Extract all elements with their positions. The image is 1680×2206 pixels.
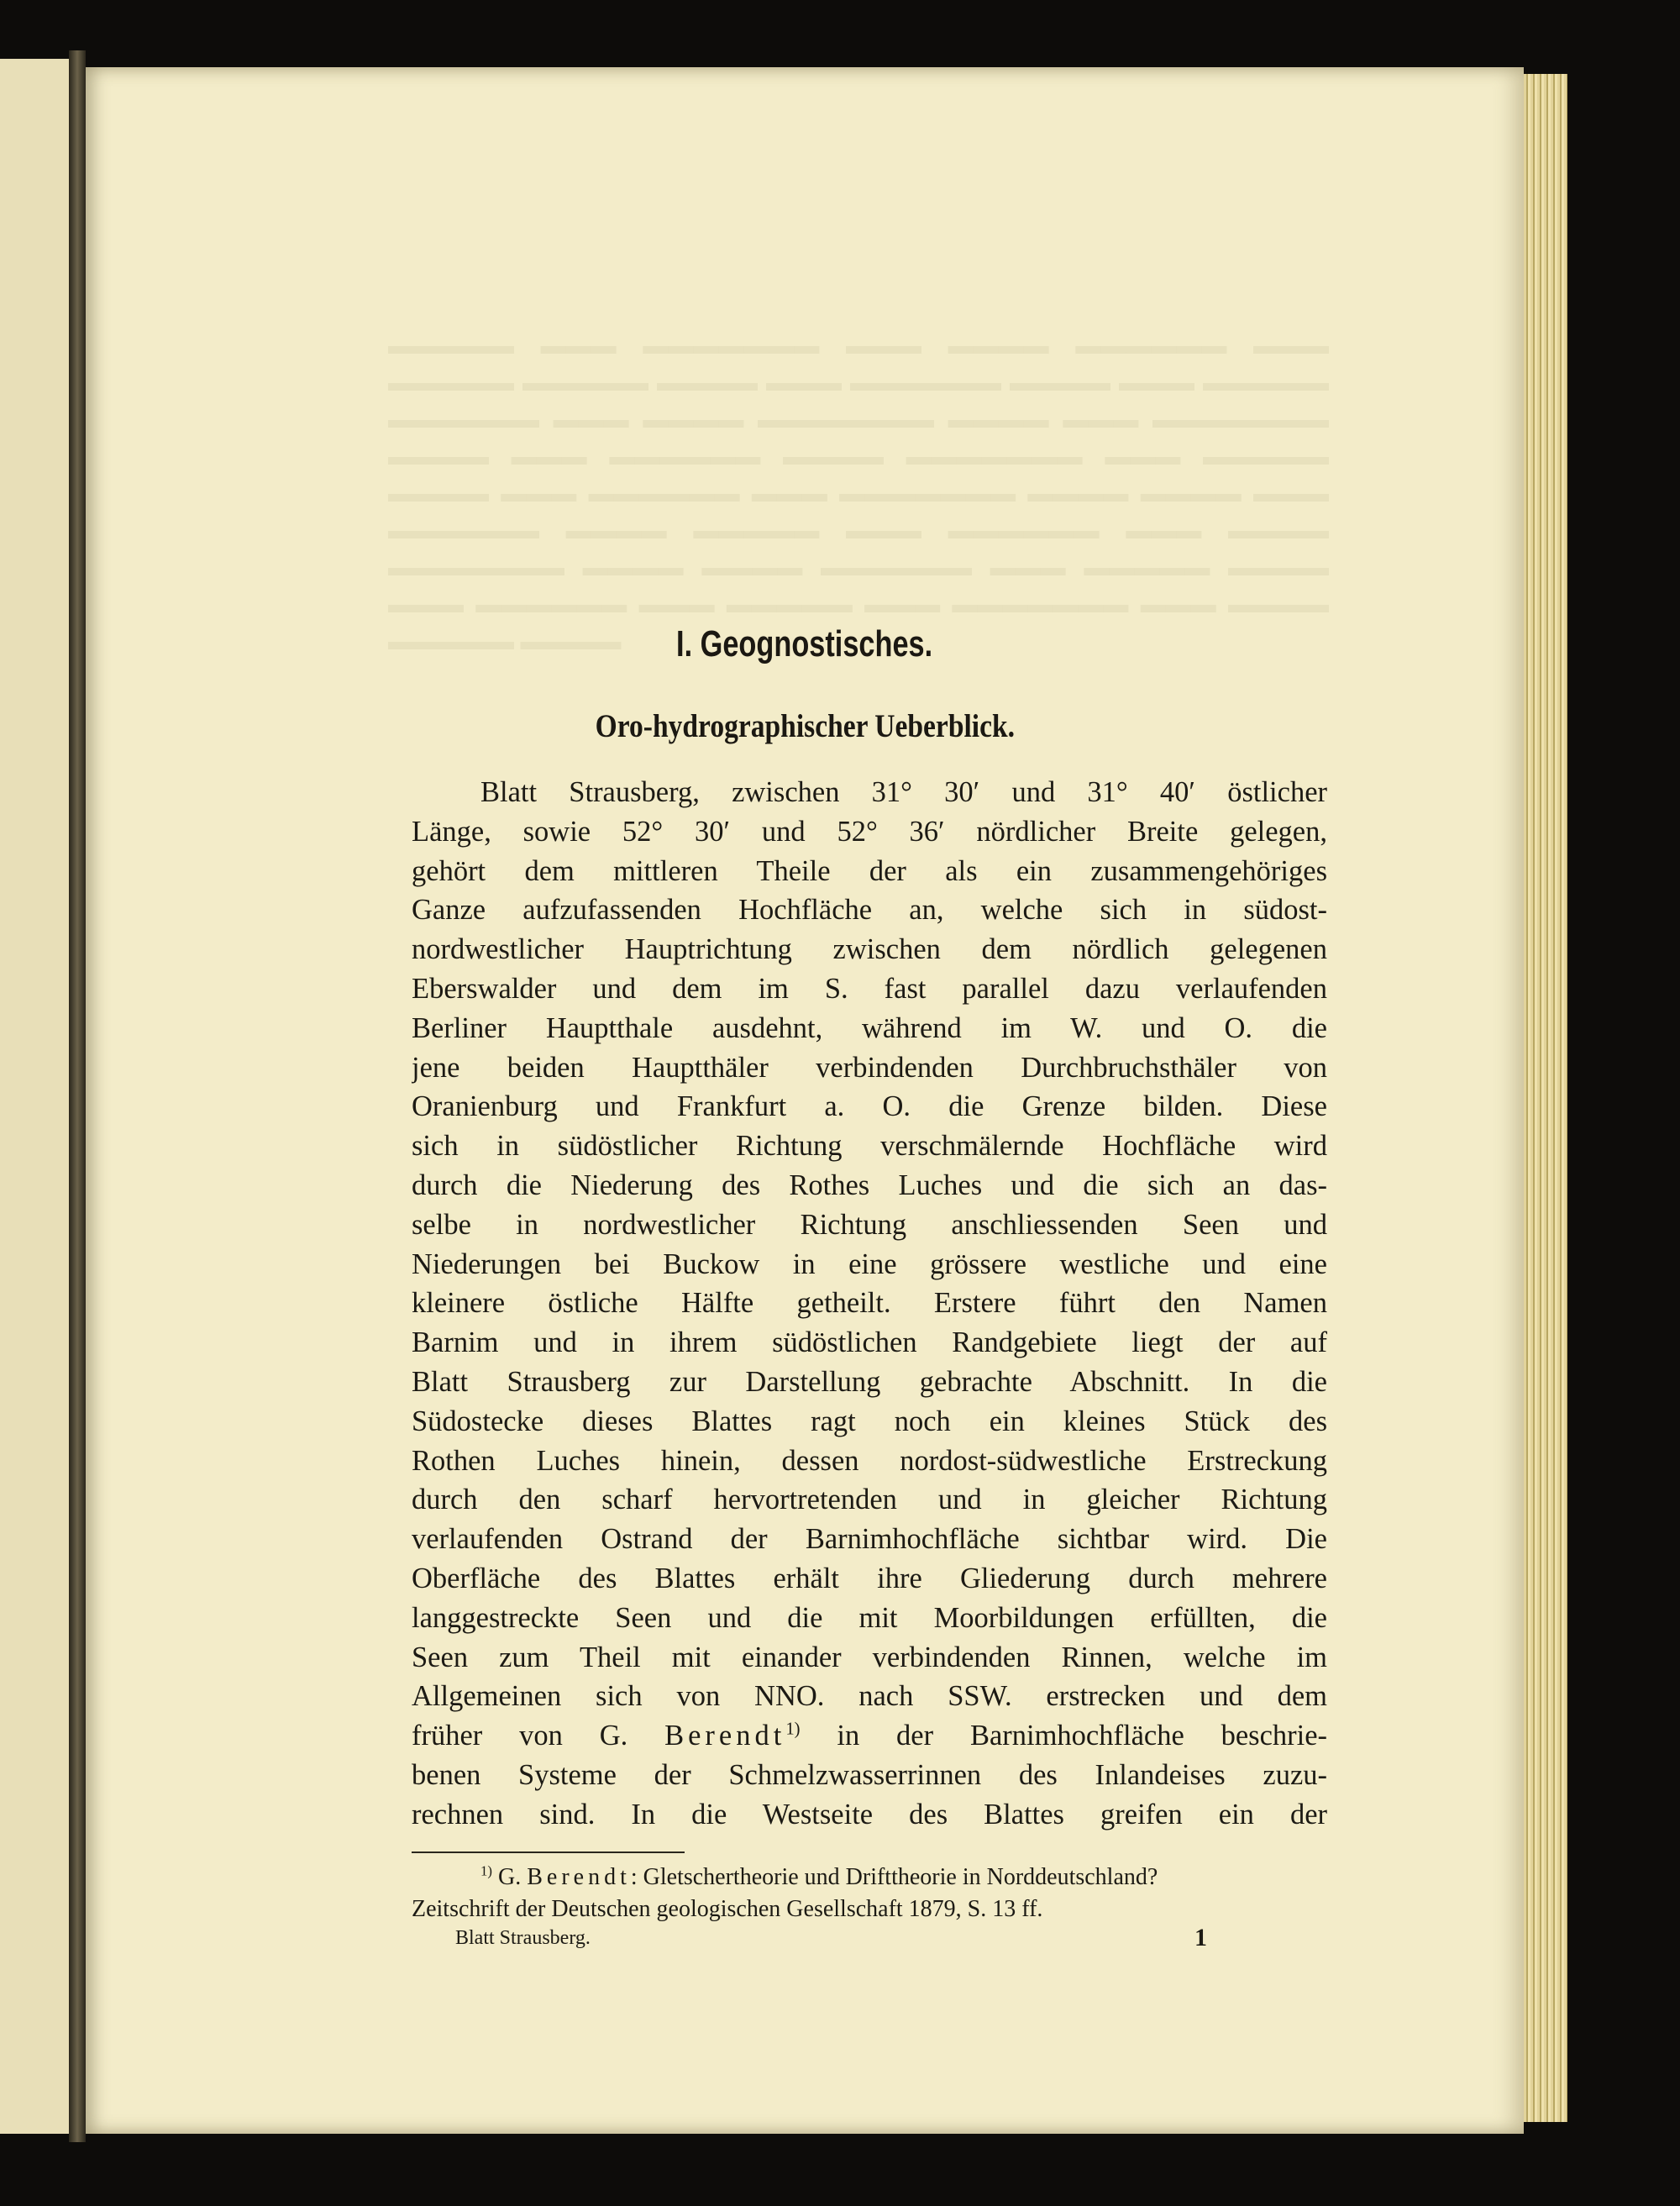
text-line: selbe in nordwestlicher Richtung anschliessenden Seen und xyxy=(412,1208,1327,1241)
text-line: Südostecke dieses Blattes ragt noch ein kleines Stück des xyxy=(412,1405,1327,1437)
text-line: Oberfläche des Blattes erhält ihre Gliederung durch mehrere xyxy=(412,1562,1327,1594)
footnote-citation: Zeitschrift der Deutschen geologischen Gesellschaft 1879, S. 13 ff. xyxy=(412,1896,1043,1922)
subsection-heading-text: Oro-hydrographischer Ueberblick. xyxy=(595,708,1015,744)
text-line: verlaufenden Ostrand der Barnimhochfläche sichtbar wird. Die xyxy=(412,1523,1327,1556)
text-line: Oranienburg und Frankfurt a. O. die Grenze bilden. Diese xyxy=(412,1090,1327,1123)
footnote-line-1: $^{1)}$ G. Berendt: Gletschertheorie und Drifttheorie in Norddeutschland? xyxy=(480,1862,1158,1890)
text-line: jene beiden Hauptthäler verbindenden Durchbruchsthäler von xyxy=(412,1051,1327,1084)
text-line: Eberswalder und dem im S. fast parallel dazu verlaufenden xyxy=(412,972,1327,1005)
text-line-end: in der Barnimhochfläche beschrie- xyxy=(837,1720,1327,1752)
text-line: Seen zum Theil mit einander verbindenden Rinnen, welche im xyxy=(412,1641,1327,1673)
text-line: Blatt Strausberg, zwischen 31° 30′ und 31° 40′ östlicher xyxy=(480,776,1327,808)
text-line: langgestreckte Seen und die mit Moorbildungen erfüllten, die xyxy=(412,1601,1327,1634)
text-line: Barnim und in ihrem südöstlichen Randgebiete liegt der auf xyxy=(412,1326,1327,1359)
body-paragraph xyxy=(412,773,1327,1835)
facing-page-edge xyxy=(0,59,72,2134)
page-block-edge xyxy=(1524,74,1567,2122)
bleed-through-text: ▬▬▬▬▬ ▬▬▬ ▬▬▬▬▬▬▬ ▬▬▬ ▬▬▬▬ ▬▬▬▬▬▬ ▬▬▬ ▬▬▬▬▬ ▬▬▬▬▬ ▬▬▬▬ ▬▬▬ ▬▬▬▬▬▬ ▬▬▬▬ ▬▬▬ ▬▬▬▬▬ ▬▬▬▬▬▬ ▬▬▬ ▬▬▬▬ ▬▬▬▬▬▬▬ ▬▬▬▬ ▬▬▬ ▬▬▬▬▬▬▬ ▬▬▬▬ ▬▬▬ ▬▬▬▬▬▬ ▬▬▬▬ ▬▬▬▬▬▬▬ ▬▬▬ ▬▬▬▬▬ ▬▬▬▬ ▬▬▬ ▬▬▬▬▬▬ ▬▬▬ ▬▬▬▬▬▬▬ ▬▬▬▬ ▬▬▬▬ ▬▬▬ ▬▬▬▬▬▬ ▬▬▬▬ ▬▬▬▬▬ ▬▬▬ ▬▬▬▬▬▬ ▬▬▬ ▬▬▬▬ ▬▬▬▬▬▬▬ ▬▬▬▬ ▬▬▬▬ ▬▬▬▬▬▬ ▬▬▬ ▬▬▬▬▬ ▬▬▬▬ ▬▬▬ ▬▬▬▬▬▬ ▬▬▬ ▬▬▬▬▬ ▬▬▬ ▬▬▬▬▬▬▬ ▬▬▬ ▬▬▬▬ ▬▬▬▬▬ ▬▬▬▬ xyxy=(388,332,1329,655)
text-line: sich in südöstlicher Richtung verschmälernde Hochfläche wird xyxy=(412,1130,1327,1163)
footnote-divider xyxy=(412,1851,685,1853)
text-line: Niederungen bei Buckow in eine grössere westliche und eine xyxy=(412,1247,1327,1280)
footnote-number: 1) xyxy=(480,1862,492,1879)
text-line-start: früher von G. xyxy=(412,1720,628,1752)
running-footer: Blatt Strausberg. xyxy=(455,1927,591,1949)
text-line: Allgemeinen sich von NNO. nach SSW. erstrecken und dem xyxy=(412,1680,1327,1713)
page-number: 1 xyxy=(1194,1924,1207,1951)
footnote-author: Berendt xyxy=(527,1864,631,1890)
text-line: nordwestlicher Hauptrichtung zwischen dem nördlich gelegenen xyxy=(412,933,1327,966)
text-line: benen Systeme der Schmelzwasserrinnen des Inlandeises zuzu- xyxy=(412,1758,1327,1791)
text-line-with-footnote-ref xyxy=(412,1716,1327,1756)
text-line: Länge, sowie 52° 30′ und 52° 36′ nördlicher Breite gelegen, xyxy=(412,815,1327,848)
author-name: Berendt xyxy=(664,1720,786,1752)
text-line: Berliner Hauptthale ausdehnt, während im W. und O. die xyxy=(412,1011,1327,1044)
footnote-marker: 1) xyxy=(785,1720,801,1739)
footnote-line-2 xyxy=(412,1893,1327,1925)
section-heading xyxy=(86,623,1524,665)
book-page xyxy=(86,67,1524,2134)
text-line: durch die Niederung des Rothes Luches und die sich an das- xyxy=(412,1169,1327,1201)
footnote-title: : Gletschertheorie und Drifttheorie in Norddeutschland? xyxy=(630,1864,1158,1890)
text-line: Rothen Luches hinein, dessen nordost-südwestliche Erstreckung xyxy=(412,1444,1327,1477)
subsection-heading xyxy=(86,707,1524,745)
text-line: gehört dem mittleren Theile der als ein zusammengehöriges xyxy=(412,854,1327,887)
text-line: rechnen sind. In die Westseite des Blattes greifen ein der xyxy=(412,1798,1327,1830)
text-line: durch den scharf hervortretenden und in gleicher Richtung xyxy=(412,1484,1327,1516)
section-heading-text: I. Geognostisches. xyxy=(676,623,933,664)
text-line: kleinere östliche Hälfte getheilt. Erstere führt den Namen xyxy=(412,1287,1327,1320)
book-gutter xyxy=(69,50,86,2142)
text-line: Blatt Strausberg zur Darstellung gebrachte Abschnitt. In die xyxy=(412,1365,1327,1398)
text-line: Ganze aufzufassenden Hochfläche an, welche sich in südost- xyxy=(412,894,1327,927)
